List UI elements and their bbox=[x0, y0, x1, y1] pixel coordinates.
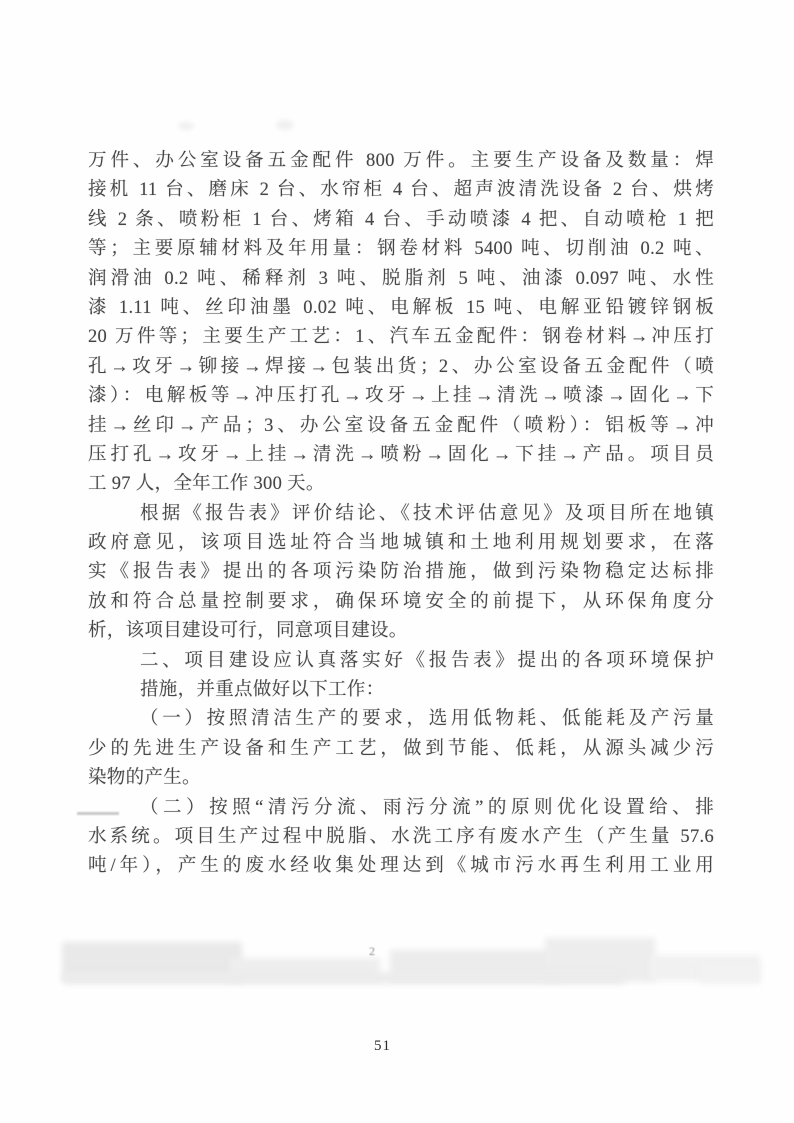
body-line: 政府意见，该项目选址符合当地城镇和土地利用规划要求，在落 bbox=[88, 533, 714, 554]
body-line: 析，该项目建设可行，同意项目建设。 bbox=[88, 621, 408, 642]
body-line: 等；主要原辅材料及年用量：钢卷材料 5400 吨、切削油 0.2 吨、 bbox=[88, 239, 714, 260]
body-line: 挂→丝印→产品；3、办公室设备五金配件（喷粉）：铝板等→冲 bbox=[88, 415, 714, 436]
body-line: 措施，并重点做好以下工作： bbox=[140, 680, 385, 701]
body-line: 吨/年），产生的废水经收集处理达到《城市污水再生利用工业用 bbox=[88, 856, 714, 877]
body-line: 水系统。项目生产过程中脱脂、水洗工序有废水产生（产生量 57.6 bbox=[88, 826, 714, 847]
body-line: （二）按照“清污分流、雨污分流”的原则优化设置给、排 bbox=[140, 797, 714, 818]
body-line: 二、项目建设应认真落实好《报告表》提出的各项环境保护 bbox=[140, 650, 714, 671]
body-line: 实《报告表》提出的各项污染防治措施，做到污染物稳定达标排 bbox=[88, 562, 714, 583]
scan-smudge bbox=[276, 120, 294, 130]
body-line: 20 万件等；主要生产工艺：1、汽车五金配件：钢卷材料→冲压打 bbox=[88, 327, 714, 348]
scan-noise-streak bbox=[64, 972, 624, 984]
body-line: 接机 11 台、磨床 2 台、水帘柜 4 台、超声波清洗设备 2 台、烘烤 bbox=[88, 180, 714, 201]
body-line: 线 2 条、喷粉柜 1 台、烤箱 4 台、手动喷漆 4 把、自动喷枪 1 把 bbox=[88, 209, 714, 230]
body-line: 压打孔→攻牙→上挂→清洗→喷粉→固化→下挂→产品。项目员 bbox=[88, 444, 714, 465]
stray-page-number: 2 bbox=[369, 944, 375, 958]
body-line: 万件、办公室设备五金配件 800 万件。主要生产设备及数量：焊 bbox=[88, 151, 714, 171]
body-line: 孔→攻牙→铆接→焊接→包装出货；2、办公室设备五金配件（喷 bbox=[88, 356, 714, 377]
scan-smudge bbox=[178, 122, 194, 130]
scan-noise-blotch bbox=[700, 965, 760, 983]
body-line: 根据《报告表》评价结论、《技术评估意见》及项目所在地镇 bbox=[140, 503, 714, 524]
scan-dash-artifact bbox=[77, 812, 119, 815]
body-line: 染物的产生。 bbox=[88, 768, 201, 789]
body-line: 工 97 人，全年工作 300 天。 bbox=[88, 474, 325, 495]
page-number: 51 bbox=[374, 1038, 391, 1054]
body-line: 润滑油 0.2 吨、稀释剂 3 吨、脱脂剂 5 吨、油漆 0.097 吨、水性 bbox=[88, 268, 714, 289]
body-line: 放和符合总量控制要求，确保环境安全的前提下，从环保角度分 bbox=[88, 591, 714, 612]
document-body bbox=[88, 147, 714, 882]
body-line: （一）按照清洁生产的要求，选用低物耗、低能耗及产污量 bbox=[140, 709, 714, 730]
body-line: 漆）：电解板等→冲压打孔→攻牙→上挂→清洗→喷漆→固化→下 bbox=[88, 386, 714, 407]
body-line: 漆 1.11 吨、丝印油墨 0.02 吨、电解板 15 吨、电解亚铅镀锌钢板 bbox=[88, 297, 714, 318]
body-line: 少的先进生产设备和生产工艺，做到节能、低耗，从源头减少污 bbox=[88, 738, 714, 759]
